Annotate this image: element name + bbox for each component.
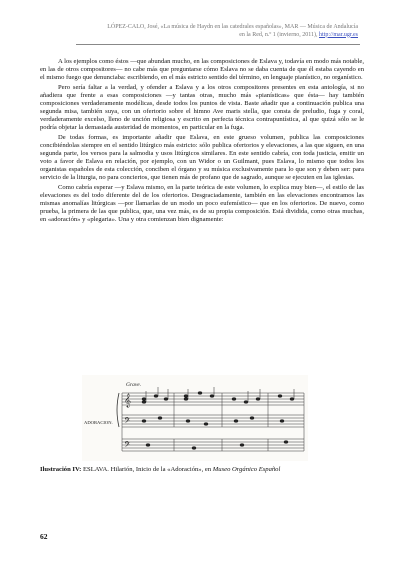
caption-text: ESLAVA. Hilarión, Inicio de la «Adoración», en <box>83 466 212 473</box>
adoracion-label: ADORACION. <box>84 420 113 425</box>
body-text <box>40 58 364 226</box>
svg-text:𝄢: 𝄢 <box>124 441 131 452</box>
paragraph-1: A los ejemplos como éstos —que abundan mucho, en las composiciones de Eslava y, todavía en modo más notable, en las de otros compositores— no cabe más que preguntarse cómo Eslava no se daba cuenta de que él estaba cayendo en el mismo fuego que denunciaba: escribiendo, en el más estricto sentido del término, en lenguaje pianístico, no organístico. <box>40 58 364 82</box>
paragraph-2: Pero sería faltar a la verdad, y ofender a Eslava y a los otros compositores presentes en esta antología, si no añadiera que frente a esas composiciones —y tantas otras, mucho más «pianísticas» que ésta— hay también composiciones verdaderamente modélicas, desde todos los puntos de vista. Baste añadir que a continuación publica una segunda misa, también suya, con un ofertorio sobre el himno Ave maris stella, que consta de preludio, fuga y coral, verdaderamente excelso, lleno de unción religiosa y escrito en perfecta técnica contrapuntística, al que quizá sólo se le podría objetar la demasiada austeridad de momentos, en particular en la fuga. <box>40 83 364 132</box>
paragraph-3: De todas formas, es importante añadir que Eslava, en este grueso volumen, publica las composiciones concibiéndolas siempre en el sentido litúrgico más estricto: sólo publica ofertorios y elevaciones, a las que siguen, en una segunda parte, los versos para la salmodia y usos litúrgicos similares. En este sentido cabría, con toda justicia, emitir un voto a favor de Eslava en relación, por ejemplo, con un Widor o un Guilmant, pues Eslava, lo mismo que todos los organistas españoles de esta colección, conciben el órgano y su música exclusivamente para lo que son y deben ser: para servicio de la liturgia, no para conciertos, que tienen más de profano que de sagrado, aunque se ejecuten en las iglesias. <box>40 133 364 182</box>
paragraph-4: Como cabría esperar —y Eslava mismo, en la parte teórica de este volumen, lo explica muy bien—, el estilo de las elevaciones es del todo diferente del de los ofertorios. Desgraciadamente, también en las elevaciones encontramos las mismas anomalías litúrgicas —por llamarlas de un modo un poco eufemístico— que en los ofertorios. De nuevo, como prueba, la primera de las que publica, que, una vez más, es de su propia composición. Está dividida, como otras muchas, en «adoración» y «plegaria». Una y otra comienzan bien dignamente: <box>40 183 364 224</box>
svg-text:𝄢: 𝄢 <box>124 417 131 428</box>
header-url-link[interactable]: http://mar.ugr.es <box>319 31 358 38</box>
header-issue: en la Red, n.º 1 (invierno, 2011), <box>239 31 318 38</box>
music-score-figure <box>82 375 308 461</box>
caption-label: Ilustración IV: <box>40 466 82 473</box>
header-citation-line2 <box>78 32 358 40</box>
page-number: 62 <box>40 532 48 541</box>
header-citation: LÓPEZ-CALO, José, «La música de Haydn en las catedrales españolas», MAR — Música de Andalucía <box>107 24 358 30</box>
figure-caption <box>40 466 364 474</box>
caption-source: Museo Orgánico Español <box>212 466 281 473</box>
running-header <box>78 24 358 39</box>
header-rule <box>76 44 360 45</box>
svg-text:𝄞: 𝄞 <box>124 393 132 407</box>
tempo-marking: Grave. <box>126 382 142 388</box>
